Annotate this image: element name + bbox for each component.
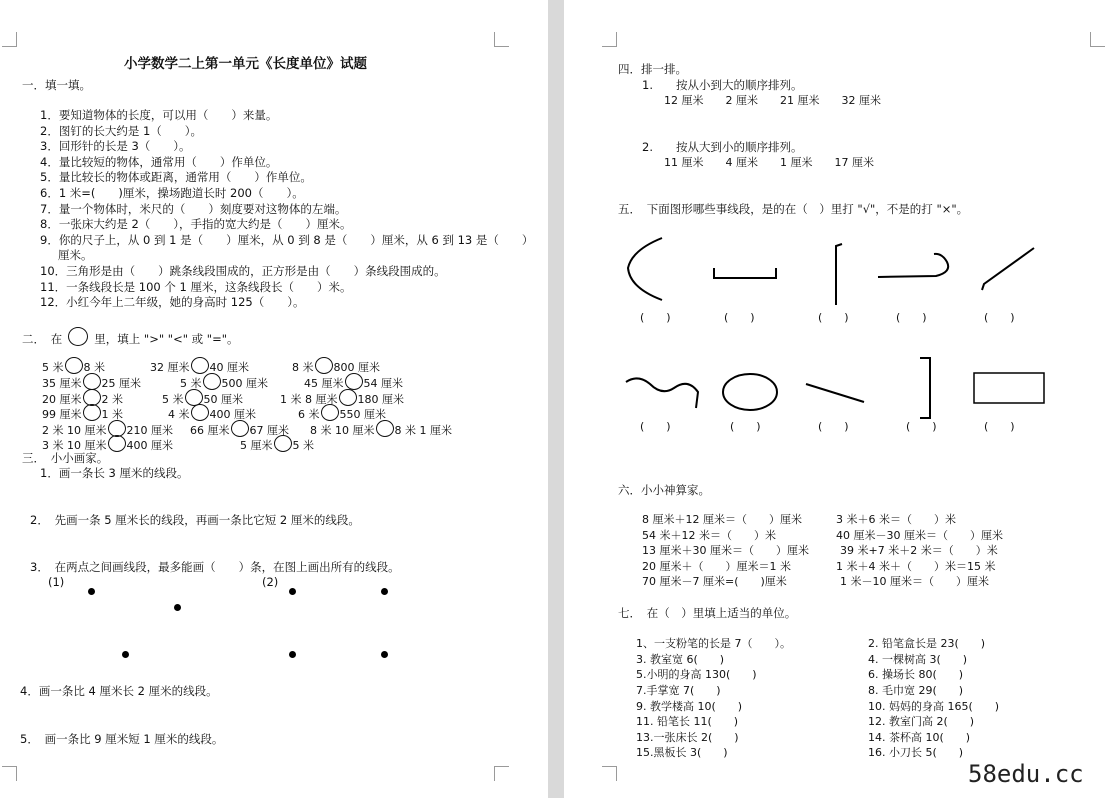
order-question-1: 1. 按从小到大的顺序排列。 [642, 78, 803, 92]
draw-question-4: 4．画一条比 4 厘米长 2 厘米的线段。 [20, 684, 218, 698]
section-1-heading: 一．填一填。 [22, 78, 91, 92]
calc-item: 39 米+7 米＋2 米＝（ ）米 [840, 544, 998, 557]
question-2: 2．图钉的长大约是 1（ ）。 [40, 124, 203, 138]
calc-item: 8 厘米＋12 厘米＝（ ）厘米 [642, 513, 802, 526]
straight-line-shape [982, 248, 1034, 290]
compare-item: 99 厘米 1 米 [42, 404, 123, 422]
section-7-heading: 七． 在（ ）里填上适当的单位。 [618, 606, 797, 620]
question-1: 1．要知道物体的长度，可以用（ ）来量。 [40, 108, 278, 122]
question-12: 12．小红今年上二年级，她的身高时 125（ ）。 [40, 295, 305, 309]
figure-label-1: (1) [48, 575, 65, 589]
unit-item: 2. 铅笔盒长是 23( ) [868, 637, 986, 650]
order-values-1: 12 厘米 2 厘米 21 厘米 32 厘米 [664, 94, 881, 107]
question-11: 11．一条线段长是 100 个 1 厘米，这条线段长（ ）米。 [40, 280, 352, 294]
calc-item: 54 米＋12 米＝（ ）米 [642, 529, 776, 542]
page-gap [548, 0, 564, 798]
section-4-heading: 四．排一排。 [618, 62, 687, 76]
crop-mark [494, 32, 509, 47]
answer-paren[interactable]: ( ) [818, 311, 849, 324]
answer-paren[interactable]: ( ) [724, 311, 755, 324]
compare-item: 66 厘米 67 厘米 [190, 420, 289, 438]
calc-item: 20 厘米＋（ ）厘米＝1 米 [642, 560, 791, 573]
open-bracket-shape [714, 268, 776, 278]
crop-mark [602, 766, 617, 781]
unit-item: 9. 教学楼高 10( ) [636, 700, 743, 713]
calc-item: 3 米＋6 米＝（ ）米 [836, 513, 956, 526]
calc-item: 40 厘米－30 厘米＝（ ）厘米 [836, 529, 1003, 542]
compare-item: 4 米 400 厘米 [168, 404, 256, 422]
unit-item: 5.小明的身高 130( ) [636, 668, 757, 681]
order-question-2: 2. 按从大到小的顺序排列。 [642, 140, 803, 154]
question-8: 8．一张床大约是 2（ ），手指的宽大约是（ ）厘米。 [40, 217, 352, 231]
unit-item: 15.黑板长 3( ) [636, 746, 728, 759]
calc-item: 70 厘米－7 厘米=( )厘米 [642, 575, 787, 588]
draw-question-2: 2． 先画一条 5 厘米长的线段，再画一条比它短 2 厘米的线段。 [30, 513, 360, 527]
unit-item: 13.一张床长 2( ) [636, 731, 739, 744]
answer-circle[interactable] [65, 357, 83, 374]
question-4: 4．量比较短的物体，通常用（ ）作单位。 [40, 155, 278, 169]
page-title: 小学数学二上第一单元《长度单位》试题 [124, 56, 367, 72]
compare-item: 6 米 550 厘米 [298, 404, 386, 422]
unit-item: 7.手掌宽 7( ) [636, 684, 721, 697]
answer-paren[interactable]: ( ) [640, 420, 671, 433]
question-9-cont: 厘米。 [58, 248, 93, 262]
compare-item: 2 米 10 厘米 210 厘米 [42, 420, 173, 438]
unit-item: 4. 一棵树高 3( ) [868, 653, 968, 666]
answer-paren[interactable]: ( ) [640, 311, 671, 324]
answer-circle[interactable] [321, 404, 339, 421]
crop-mark [2, 32, 17, 47]
segment-shape [806, 384, 864, 402]
unit-item: 14. 茶杯高 10( ) [868, 731, 971, 744]
answer-paren[interactable]: ( ) [906, 420, 937, 433]
point-dot [88, 588, 95, 595]
answer-circle[interactable] [203, 373, 221, 390]
point-dot [289, 651, 296, 658]
question-5: 5．量比较长的物体或距离，通常用（ ）作单位。 [40, 170, 312, 184]
unit-item: 11. 铅笔长 11( ) [636, 715, 739, 728]
section-5-heading: 五． 下面图形哪些事线段，是的在（ ）里打 "√"，不是的打 "×"。 [618, 202, 969, 216]
unit-item: 10. 妈妈的身高 165( ) [868, 700, 1000, 713]
point-dot [289, 588, 296, 595]
compare-item: 3 米 10 厘米 400 厘米 [42, 435, 173, 453]
question-9: 9．你的尺子上，从 0 到 1 是（ ）厘米，从 0 到 8 是（ ）厘米，从 6 到 13 是（ ） [40, 233, 534, 247]
compare-item: 8 米 10 厘米 8 米 1 厘米 [310, 420, 452, 438]
crop-mark [494, 766, 509, 781]
section-3-heading: 三． 小小画家。 [22, 451, 109, 465]
angle-shape [836, 244, 842, 305]
ellipse-shape [723, 374, 777, 410]
compare-item: 8 米 800 厘米 [292, 357, 380, 375]
section-2-heading: 二． 在 里，填上 ">" "<" 或 "="。 [22, 327, 239, 346]
compare-item: 20 厘米 2 米 [42, 389, 123, 407]
answer-paren[interactable]: ( ) [984, 420, 1015, 433]
answer-circle[interactable] [191, 357, 209, 374]
compare-item: 5 厘米 5 米 [240, 435, 314, 453]
compare-item: 35 厘米 25 厘米 [42, 373, 141, 391]
section-6-heading: 六．小小神算家。 [618, 483, 710, 497]
answer-circle[interactable] [274, 435, 292, 452]
compare-item: 45 厘米 54 厘米 [304, 373, 403, 391]
answer-paren[interactable]: ( ) [896, 311, 927, 324]
answer-circle[interactable] [108, 435, 126, 452]
point-dot [381, 588, 388, 595]
draw-question-5: 5． 画一条比 9 厘米短 1 厘米的线段。 [20, 732, 224, 746]
compare-item: 5 米 500 厘米 [180, 373, 268, 391]
compare-item: 32 厘米 40 厘米 [150, 357, 249, 375]
calc-item: 13 厘米＋30 厘米＝（ ）厘米 [642, 544, 809, 557]
answer-circle[interactable] [83, 373, 101, 390]
shapes-figure [564, 0, 1106, 450]
unit-item: 6. 操场长 80( ) [868, 668, 964, 681]
answer-paren[interactable]: ( ) [730, 420, 761, 433]
question-3: 3．回形针的长是 3（ ）。 [40, 139, 191, 153]
rectangle-shape [974, 373, 1044, 403]
crop-mark [2, 766, 17, 781]
unit-item: 3. 教室宽 6( ) [636, 653, 725, 666]
answer-circle[interactable] [191, 404, 209, 421]
answer-paren[interactable]: ( ) [818, 420, 849, 433]
calc-item: 1 米＋4 米＋（ ）米＝15 米 [836, 560, 996, 573]
draw-question-3: 3． 在两点之间画线段，最多能画（ ）条，在图上画出所有的线段。 [30, 560, 400, 574]
compare-item: 1 米 8 厘米 180 厘米 [280, 389, 404, 407]
right-page [564, 0, 1106, 798]
answer-circle[interactable] [315, 357, 333, 374]
unit-item: 8. 毛巾宽 29( ) [868, 684, 964, 697]
hook-line-shape [878, 254, 948, 277]
compare-item: 5 米 50 厘米 [162, 389, 243, 407]
unit-item: 12. 教室门高 2( ) [868, 715, 975, 728]
draw-question-1: 1．画一条长 3 厘米的线段。 [40, 466, 189, 480]
compare-item: 5 米 8 米 [42, 357, 105, 375]
question-6: 6．1 米=( )厘米，操场跑道长时 200（ ）。 [40, 186, 304, 200]
wavy-line-shape [626, 378, 698, 408]
answer-circle[interactable] [376, 420, 394, 437]
answer-paren[interactable]: ( ) [984, 311, 1015, 324]
watermark: 58edu.cc [968, 760, 1084, 788]
bracket-shape [920, 358, 930, 418]
unit-item: 1、一支粉笔的长是 7（ ）。 [636, 637, 791, 650]
point-dot [174, 604, 181, 611]
answer-circle[interactable] [83, 404, 101, 421]
question-10: 10．三角形是由（ ）跳条线段围成的，正方形是由（ ）条线段围成的。 [40, 264, 446, 278]
calc-item: 1 米－10 厘米＝（ ）厘米 [840, 575, 989, 588]
unit-item: 16. 小刀长 5( ) [868, 746, 964, 759]
left-page [0, 0, 548, 798]
point-dot [122, 651, 129, 658]
circle-icon [68, 327, 88, 346]
point-dot [381, 651, 388, 658]
figure-label-2: (2) [262, 575, 279, 589]
question-7: 7．量一个物体时，米尺的（ ）刻度要对这物体的左端。 [40, 202, 347, 216]
curve-shape [628, 238, 662, 300]
answer-circle[interactable] [345, 373, 363, 390]
order-values-2: 11 厘米 4 厘米 1 厘米 17 厘米 [664, 156, 874, 169]
